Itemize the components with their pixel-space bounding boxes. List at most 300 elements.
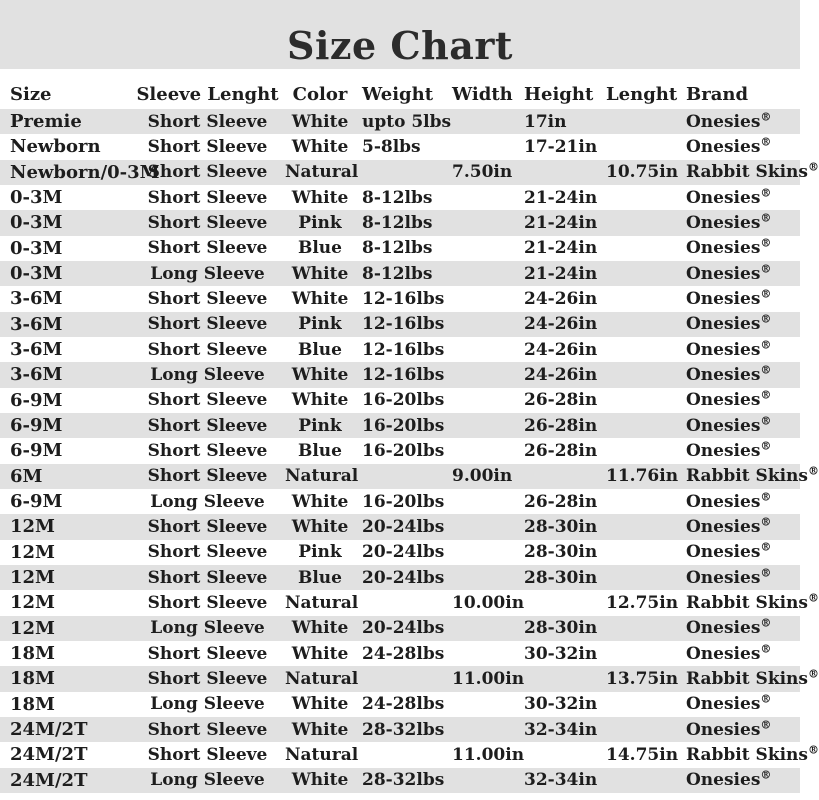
col-header-width: Width bbox=[452, 84, 513, 105]
brand-name: Onesies bbox=[686, 542, 761, 563]
cell-weight: 20-24lbs bbox=[362, 567, 445, 588]
cell-length: 13.75in bbox=[606, 668, 679, 689]
cell-color: White bbox=[291, 770, 349, 791]
cell-brand bbox=[680, 666, 819, 691]
cell-color: White bbox=[291, 288, 349, 309]
registered-trademark-mark: ® bbox=[760, 337, 772, 351]
registered-trademark-mark: ® bbox=[760, 185, 772, 199]
table-row bbox=[0, 362, 800, 387]
cell-weight: 16-20lbs bbox=[362, 390, 445, 411]
cell-height: 24-26in bbox=[524, 288, 598, 309]
cell-size: Newborn/0-3M bbox=[10, 161, 160, 183]
cell-sleeve-length: Short Sleeve bbox=[147, 542, 268, 563]
cell-width: 7.50in bbox=[452, 162, 513, 183]
cell-width bbox=[448, 540, 517, 565]
registered-trademark-mark: ® bbox=[760, 211, 772, 225]
brand-name: Onesies bbox=[686, 136, 761, 157]
cell-size: 0-3M bbox=[10, 187, 63, 209]
brand-name: Onesies bbox=[686, 238, 761, 259]
cell-height bbox=[517, 160, 600, 185]
table-row bbox=[0, 692, 800, 717]
table-row bbox=[0, 666, 800, 691]
registered-trademark-mark: ® bbox=[807, 743, 819, 757]
table-row bbox=[0, 160, 800, 185]
col-header-height: Height bbox=[524, 84, 594, 105]
cell-width bbox=[448, 286, 517, 311]
cell-color: Pink bbox=[298, 415, 342, 436]
cell-sleeve-length: Short Sleeve bbox=[147, 390, 268, 411]
cell-size: 12M bbox=[10, 516, 55, 538]
brand-name: Rabbit Skins bbox=[686, 744, 808, 765]
cell-color: White bbox=[291, 364, 349, 385]
cell-color: Natural bbox=[285, 744, 359, 765]
cell-width bbox=[448, 768, 517, 793]
cell-sleeve-length: Short Sleeve bbox=[147, 592, 268, 613]
cell-width bbox=[448, 616, 517, 641]
cell-color: White bbox=[291, 111, 349, 132]
brand-name: Onesies bbox=[686, 770, 761, 791]
cell-weight: upto 5lbs bbox=[362, 111, 452, 132]
cell-weight: 20-24lbs bbox=[362, 542, 445, 563]
cell-length bbox=[600, 565, 680, 590]
cell-brand bbox=[680, 590, 819, 615]
cell-height: 17-21in bbox=[524, 136, 598, 157]
cell-height: 17in bbox=[524, 111, 567, 132]
cell-length bbox=[600, 413, 680, 438]
brand-name: Onesies bbox=[686, 694, 761, 715]
registered-trademark-mark: ® bbox=[760, 489, 772, 503]
registered-trademark-mark: ® bbox=[760, 515, 772, 529]
cell-length bbox=[600, 692, 680, 717]
cell-weight bbox=[355, 666, 448, 691]
cell-weight: 24-28lbs bbox=[362, 643, 445, 664]
registered-trademark-mark: ® bbox=[760, 312, 772, 326]
col-header-color: Color bbox=[292, 84, 348, 105]
cell-brand bbox=[680, 210, 800, 235]
cell-width bbox=[448, 514, 517, 539]
brand-name: Rabbit Skins bbox=[686, 162, 808, 183]
cell-height: 21-24in bbox=[524, 263, 598, 284]
brand-name: Rabbit Skins bbox=[686, 466, 808, 487]
cell-length: 12.75in bbox=[606, 592, 679, 613]
cell-length bbox=[600, 717, 680, 742]
table-row bbox=[0, 134, 800, 159]
registered-trademark-mark: ® bbox=[760, 413, 772, 427]
cell-height: 24-26in bbox=[524, 339, 598, 360]
cell-color: Pink bbox=[298, 212, 342, 233]
brand-name: Onesies bbox=[686, 339, 761, 360]
cell-color: Natural bbox=[285, 162, 359, 183]
cell-length: 14.75in bbox=[606, 744, 679, 765]
brand-name: Onesies bbox=[686, 516, 761, 537]
table-row bbox=[0, 438, 800, 463]
cell-size: 6M bbox=[10, 465, 43, 487]
cell-height: 26-28in bbox=[524, 440, 598, 461]
cell-weight: 20-24lbs bbox=[362, 618, 445, 639]
table-row bbox=[0, 236, 800, 261]
cell-weight: 20-24lbs bbox=[362, 516, 445, 537]
brand-name: Onesies bbox=[686, 390, 761, 411]
registered-trademark-mark: ® bbox=[807, 160, 819, 174]
cell-color: White bbox=[291, 719, 349, 740]
cell-size: 12M bbox=[10, 541, 55, 563]
page-title: Size Chart bbox=[287, 23, 513, 68]
table-row bbox=[0, 514, 800, 539]
table-row bbox=[0, 109, 800, 134]
table-row bbox=[0, 641, 800, 666]
cell-width: 11.00in bbox=[452, 744, 525, 765]
cell-length bbox=[600, 438, 680, 463]
cell-brand bbox=[680, 160, 819, 185]
registered-trademark-mark: ® bbox=[760, 768, 772, 782]
cell-brand bbox=[680, 540, 800, 565]
cell-length bbox=[600, 134, 680, 159]
table-row bbox=[0, 540, 800, 565]
cell-length bbox=[600, 540, 680, 565]
cell-brand bbox=[680, 692, 800, 717]
cell-weight: 12-16lbs bbox=[362, 364, 445, 385]
cell-sleeve-length: Short Sleeve bbox=[147, 162, 268, 183]
cell-height: 28-30in bbox=[524, 567, 598, 588]
cell-size: 3-6M bbox=[10, 313, 63, 335]
registered-trademark-mark: ® bbox=[760, 110, 772, 123]
cell-width bbox=[448, 717, 517, 742]
cell-height bbox=[517, 590, 600, 615]
cell-width bbox=[448, 565, 517, 590]
table-row bbox=[0, 312, 800, 337]
cell-height: 21-24in bbox=[524, 187, 598, 208]
cell-width bbox=[448, 413, 517, 438]
cell-weight bbox=[355, 160, 448, 185]
cell-color: White bbox=[291, 694, 349, 715]
cell-length bbox=[600, 616, 680, 641]
cell-brand bbox=[680, 185, 800, 210]
table-row bbox=[0, 742, 800, 767]
cell-length bbox=[600, 514, 680, 539]
table-row bbox=[0, 210, 800, 235]
cell-size: 18M bbox=[10, 693, 55, 715]
cell-height bbox=[517, 742, 600, 767]
brand-name: Onesies bbox=[686, 111, 761, 132]
cell-height: 28-30in bbox=[524, 618, 598, 639]
cell-sleeve-length: Short Sleeve bbox=[147, 314, 268, 335]
cell-weight: 8-12lbs bbox=[362, 187, 433, 208]
cell-height: 21-24in bbox=[524, 238, 598, 259]
cell-size: 6-9M bbox=[10, 389, 63, 411]
cell-width bbox=[448, 210, 517, 235]
cell-color: Pink bbox=[298, 314, 342, 335]
registered-trademark-mark: ® bbox=[760, 236, 772, 250]
cell-size: 18M bbox=[10, 668, 55, 690]
col-header-size: Size bbox=[10, 84, 52, 105]
cell-length: 11.76in bbox=[606, 466, 679, 487]
registered-trademark-mark: ® bbox=[760, 363, 772, 377]
brand-name: Onesies bbox=[686, 187, 761, 208]
title-band bbox=[0, 0, 800, 69]
cell-brand bbox=[680, 489, 800, 514]
cell-brand bbox=[680, 565, 800, 590]
registered-trademark-mark: ® bbox=[760, 565, 772, 579]
cell-sleeve-length: Long Sleeve bbox=[150, 364, 265, 385]
cell-width bbox=[448, 134, 517, 159]
cell-color: White bbox=[291, 618, 349, 639]
cell-brand bbox=[680, 236, 800, 261]
cell-size: 0-3M bbox=[10, 212, 63, 234]
col-header-weight: Weight bbox=[362, 84, 434, 105]
cell-color: White bbox=[291, 643, 349, 664]
cell-brand bbox=[680, 616, 800, 641]
cell-weight: 12-16lbs bbox=[362, 314, 445, 335]
brand-name: Onesies bbox=[686, 719, 761, 740]
header-row bbox=[0, 69, 800, 109]
cell-width: 11.00in bbox=[452, 668, 525, 689]
brand-name: Onesies bbox=[686, 491, 761, 512]
cell-sleeve-length: Short Sleeve bbox=[147, 187, 268, 208]
cell-width bbox=[448, 337, 517, 362]
cell-size: 6-9M bbox=[10, 415, 63, 437]
cell-brand bbox=[680, 134, 800, 159]
cell-brand bbox=[680, 768, 800, 793]
cell-color: White bbox=[291, 491, 349, 512]
cell-brand bbox=[680, 388, 800, 413]
cell-height: 32-34in bbox=[524, 770, 598, 791]
cell-height: 24-26in bbox=[524, 364, 598, 385]
cell-height bbox=[517, 464, 600, 489]
cell-length bbox=[600, 489, 680, 514]
cell-brand bbox=[680, 717, 800, 742]
cell-weight: 16-20lbs bbox=[362, 440, 445, 461]
cell-size: 0-3M bbox=[10, 237, 63, 259]
table-row bbox=[0, 768, 800, 793]
cell-width bbox=[448, 388, 517, 413]
cell-weight bbox=[355, 590, 448, 615]
brand-name: Onesies bbox=[686, 263, 761, 284]
cell-height bbox=[517, 666, 600, 691]
cell-weight: 28-32lbs bbox=[362, 770, 445, 791]
cell-size: 18M bbox=[10, 643, 55, 665]
cell-size: Newborn bbox=[10, 136, 101, 158]
size-table-body bbox=[0, 109, 819, 793]
cell-width bbox=[448, 438, 517, 463]
cell-weight: 16-20lbs bbox=[362, 491, 445, 512]
table-row bbox=[0, 337, 800, 362]
cell-weight bbox=[355, 464, 448, 489]
cell-height: 26-28in bbox=[524, 415, 598, 436]
cell-sleeve-length: Short Sleeve bbox=[147, 643, 268, 664]
col-header-length: Lenght bbox=[606, 84, 678, 105]
registered-trademark-mark: ® bbox=[760, 388, 772, 402]
cell-length bbox=[600, 337, 680, 362]
registered-trademark-mark: ® bbox=[760, 717, 772, 731]
cell-length bbox=[600, 362, 680, 387]
cell-color: White bbox=[291, 390, 349, 411]
cell-brand bbox=[680, 312, 800, 337]
cell-sleeve-length: Short Sleeve bbox=[147, 440, 268, 461]
registered-trademark-mark: ® bbox=[760, 287, 772, 301]
table-row bbox=[0, 590, 800, 615]
brand-name: Onesies bbox=[686, 567, 761, 588]
brand-name: Onesies bbox=[686, 364, 761, 385]
brand-name: Onesies bbox=[686, 415, 761, 436]
cell-size: 24M/2T bbox=[10, 769, 88, 791]
cell-width bbox=[448, 261, 517, 286]
cell-height: 26-28in bbox=[524, 390, 598, 411]
cell-weight: 8-12lbs bbox=[362, 238, 433, 259]
registered-trademark-mark: ® bbox=[760, 540, 772, 554]
cell-width bbox=[448, 312, 517, 337]
cell-weight: 16-20lbs bbox=[362, 415, 445, 436]
cell-brand bbox=[680, 362, 800, 387]
cell-brand bbox=[680, 286, 800, 311]
cell-sleeve-length: Short Sleeve bbox=[147, 212, 268, 233]
cell-sleeve-length: Long Sleeve bbox=[150, 491, 265, 512]
registered-trademark-mark: ® bbox=[760, 616, 772, 630]
cell-brand bbox=[680, 742, 819, 767]
col-header-sleeve-length: Sleeve Lenght bbox=[136, 84, 279, 105]
cell-width: 9.00in bbox=[452, 466, 513, 487]
cell-size: 0-3M bbox=[10, 263, 63, 285]
cell-length bbox=[600, 261, 680, 286]
cell-color: White bbox=[291, 516, 349, 537]
cell-width: 10.00in bbox=[452, 592, 525, 613]
cell-length bbox=[600, 388, 680, 413]
cell-length bbox=[600, 236, 680, 261]
table-row bbox=[0, 464, 800, 489]
cell-weight: 12-16lbs bbox=[362, 339, 445, 360]
cell-length bbox=[600, 641, 680, 666]
cell-sleeve-length: Long Sleeve bbox=[150, 618, 265, 639]
table-row bbox=[0, 489, 800, 514]
cell-weight bbox=[355, 742, 448, 767]
table-row bbox=[0, 717, 800, 742]
cell-color: Natural bbox=[285, 592, 359, 613]
cell-size: 3-6M bbox=[10, 364, 63, 386]
brand-name: Onesies bbox=[686, 288, 761, 309]
table-row bbox=[0, 388, 800, 413]
cell-size: 12M bbox=[10, 567, 55, 589]
cell-height: 28-30in bbox=[524, 542, 598, 563]
cell-width bbox=[448, 641, 517, 666]
brand-name: Onesies bbox=[686, 212, 761, 233]
cell-color: White bbox=[291, 263, 349, 284]
registered-trademark-mark: ® bbox=[760, 692, 772, 706]
brand-name: Onesies bbox=[686, 314, 761, 335]
cell-sleeve-length: Short Sleeve bbox=[147, 466, 268, 487]
cell-length bbox=[600, 109, 680, 134]
cell-color: Blue bbox=[297, 339, 342, 360]
cell-brand bbox=[680, 261, 800, 286]
cell-weight: 8-12lbs bbox=[362, 263, 433, 284]
cell-sleeve-length: Long Sleeve bbox=[150, 694, 265, 715]
brand-name: Onesies bbox=[686, 440, 761, 461]
cell-brand bbox=[680, 438, 800, 463]
cell-brand bbox=[680, 641, 800, 666]
registered-trademark-mark: ® bbox=[760, 135, 772, 149]
cell-height: 26-28in bbox=[524, 491, 598, 512]
cell-color: White bbox=[291, 136, 349, 157]
cell-brand bbox=[680, 514, 800, 539]
cell-height: 24-26in bbox=[524, 314, 598, 335]
table-row bbox=[0, 261, 800, 286]
cell-sleeve-length: Short Sleeve bbox=[147, 415, 268, 436]
cell-width bbox=[448, 185, 517, 210]
cell-weight: 28-32lbs bbox=[362, 719, 445, 740]
cell-brand bbox=[680, 337, 800, 362]
table-row bbox=[0, 565, 800, 590]
cell-color: Blue bbox=[297, 440, 342, 461]
registered-trademark-mark: ® bbox=[807, 667, 819, 681]
cell-size: Premie bbox=[10, 111, 82, 133]
table-row bbox=[0, 185, 800, 210]
cell-brand bbox=[680, 413, 800, 438]
table-row bbox=[0, 413, 800, 438]
brand-name: Rabbit Skins bbox=[686, 592, 808, 613]
cell-sleeve-length: Short Sleeve bbox=[147, 136, 268, 157]
cell-height: 28-30in bbox=[524, 516, 598, 537]
brand-name: Rabbit Skins bbox=[686, 668, 808, 689]
registered-trademark-mark: ® bbox=[807, 591, 819, 605]
registered-trademark-mark: ® bbox=[807, 464, 819, 478]
cell-size: 24M/2T bbox=[10, 744, 88, 766]
brand-name: Onesies bbox=[686, 618, 761, 639]
cell-sleeve-length: Short Sleeve bbox=[147, 668, 268, 689]
cell-color: Blue bbox=[297, 567, 342, 588]
table-row bbox=[0, 616, 800, 641]
cell-sleeve-length: Short Sleeve bbox=[147, 339, 268, 360]
cell-weight: 24-28lbs bbox=[362, 694, 445, 715]
cell-size: 6-9M bbox=[10, 440, 63, 462]
brand-name: Onesies bbox=[686, 643, 761, 664]
cell-sleeve-length: Long Sleeve bbox=[150, 263, 265, 284]
cell-height: 30-32in bbox=[524, 694, 598, 715]
cell-size: 12M bbox=[10, 617, 55, 639]
cell-size: 24M/2T bbox=[10, 719, 88, 741]
cell-width bbox=[448, 489, 517, 514]
cell-length bbox=[600, 768, 680, 793]
size-chart-table bbox=[0, 69, 819, 793]
cell-width bbox=[448, 692, 517, 717]
cell-size: 6-9M bbox=[10, 491, 63, 513]
cell-height: 30-32in bbox=[524, 643, 598, 664]
cell-size: 12M bbox=[10, 592, 55, 614]
cell-brand bbox=[680, 109, 800, 134]
cell-sleeve-length: Long Sleeve bbox=[150, 770, 265, 791]
cell-color: Blue bbox=[297, 238, 342, 259]
cell-size: 3-6M bbox=[10, 288, 63, 310]
cell-color: Natural bbox=[285, 466, 359, 487]
cell-width bbox=[448, 109, 517, 134]
cell-sleeve-length: Short Sleeve bbox=[147, 719, 268, 740]
cell-sleeve-length: Short Sleeve bbox=[147, 288, 268, 309]
cell-height: 21-24in bbox=[524, 212, 598, 233]
cell-sleeve-length: Short Sleeve bbox=[147, 516, 268, 537]
cell-width bbox=[448, 236, 517, 261]
cell-sleeve-length: Short Sleeve bbox=[147, 744, 268, 765]
cell-length bbox=[600, 210, 680, 235]
cell-height: 32-34in bbox=[524, 719, 598, 740]
cell-color: Natural bbox=[285, 668, 359, 689]
cell-color: Pink bbox=[298, 542, 342, 563]
cell-length: 10.75in bbox=[606, 162, 679, 183]
cell-length bbox=[600, 185, 680, 210]
cell-sleeve-length: Short Sleeve bbox=[147, 567, 268, 588]
col-header-brand: Brand bbox=[686, 84, 749, 105]
cell-width bbox=[448, 362, 517, 387]
cell-length bbox=[600, 312, 680, 337]
cell-size: 3-6M bbox=[10, 339, 63, 361]
cell-weight: 8-12lbs bbox=[362, 212, 433, 233]
cell-color: White bbox=[291, 187, 349, 208]
